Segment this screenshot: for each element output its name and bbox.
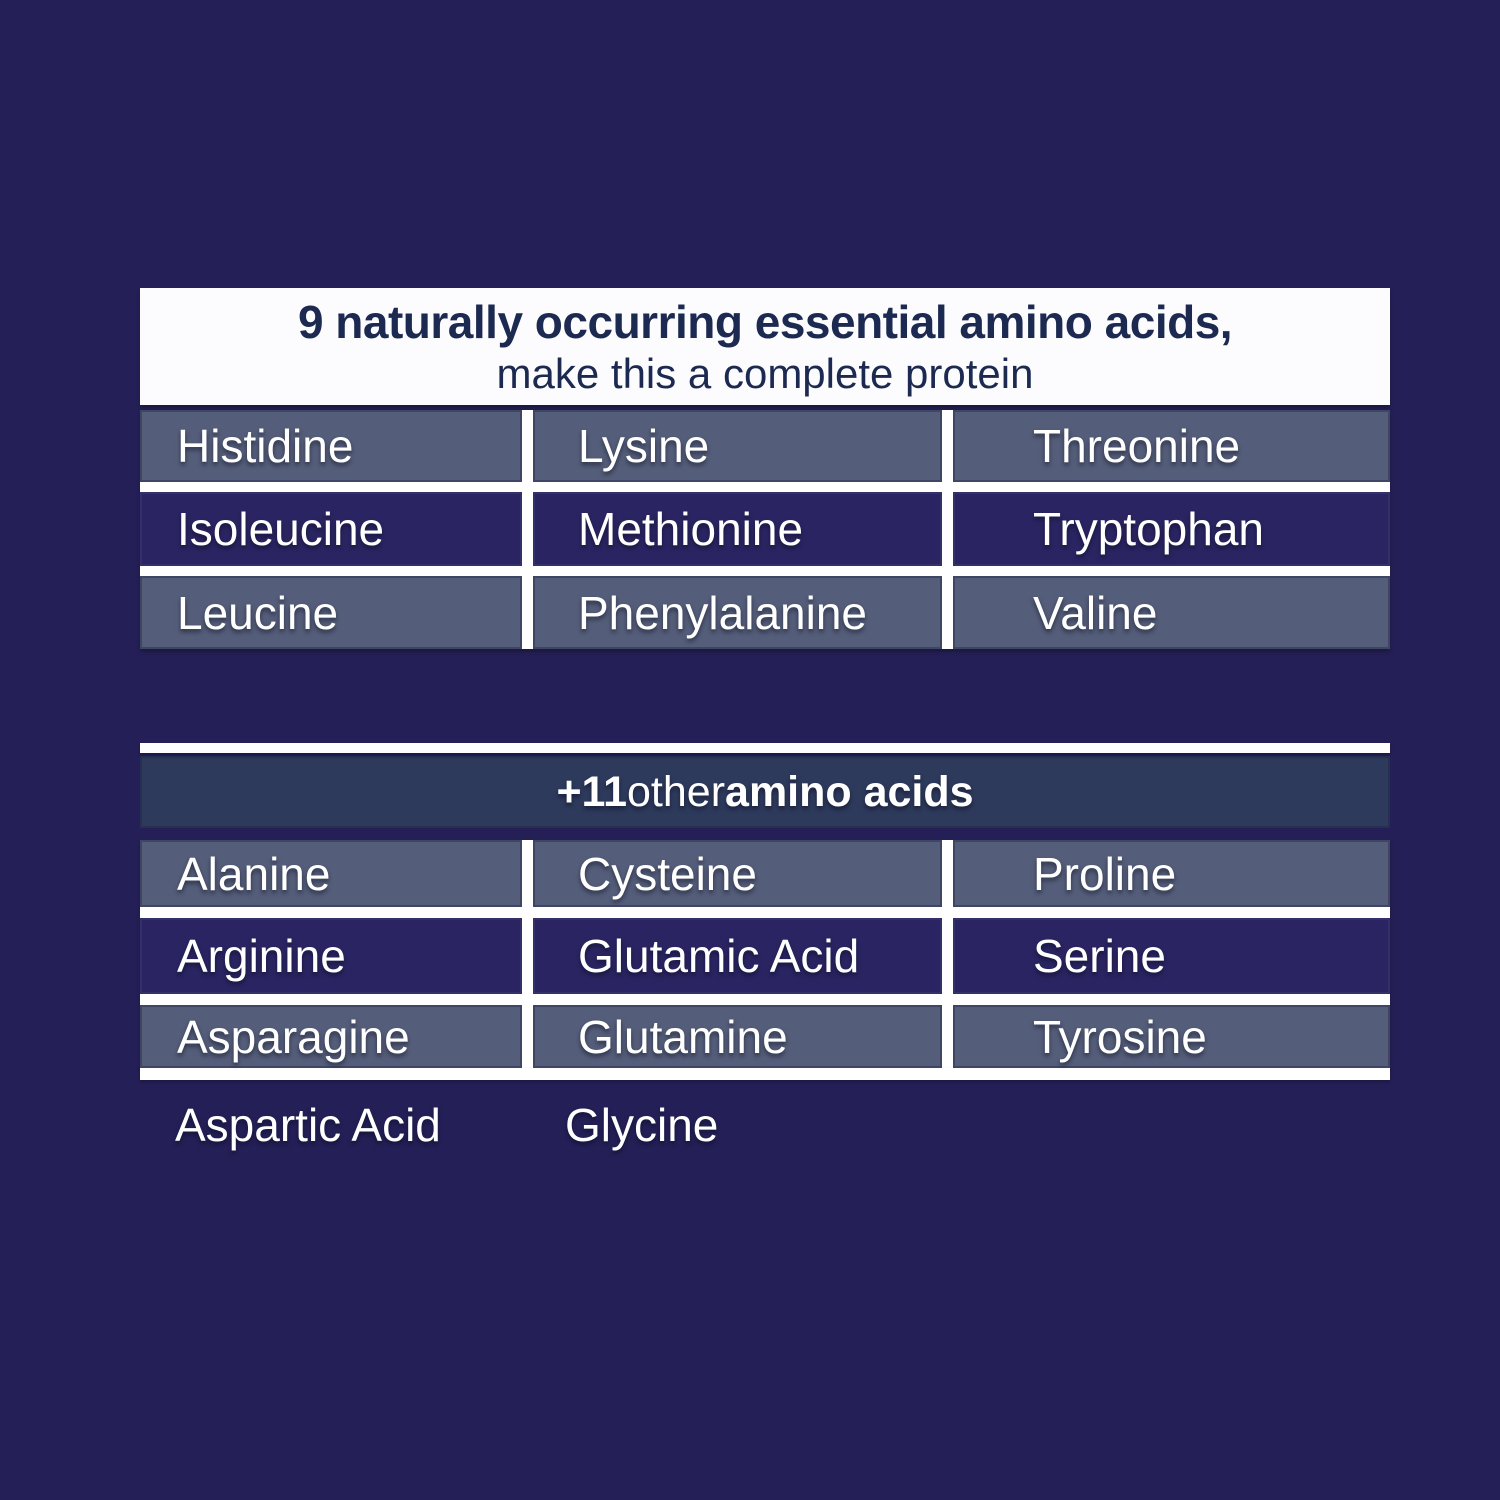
amino-acid-cell: Threonine — [953, 410, 1390, 482]
amino-acid-cell: Cysteine — [533, 840, 942, 907]
divider-bar — [140, 1068, 1390, 1080]
amino-acid-cell: Tyrosine — [953, 1005, 1390, 1068]
amino-acid-cell: Arginine — [140, 918, 522, 994]
amino-acid-cell: Asparagine — [140, 1005, 522, 1068]
amino-acid-cell: Proline — [953, 840, 1390, 907]
amino-acid-cell: Glycine — [565, 1099, 719, 1151]
amino-acid-cell: Isoleucine — [140, 492, 522, 566]
amino-acid-cell: Phenylalanine — [533, 576, 942, 649]
other-table-header — [140, 756, 1390, 828]
divider-bar — [140, 743, 1390, 753]
essential-table-title-bold: 9 naturally occurring essential amino acids, — [297, 295, 1233, 348]
table-row — [140, 918, 1390, 994]
other-table-header-count: +11 — [556, 767, 628, 816]
table-row — [140, 1094, 1390, 1156]
other-table-header-middle: other — [627, 767, 726, 816]
amino-acid-cell: Valine — [953, 576, 1390, 649]
other-table-grid — [140, 840, 1390, 1068]
amino-acid-cell: Aspartic Acid — [175, 1099, 441, 1151]
essential-table-grid — [140, 410, 1390, 649]
amino-acid-cell: Lysine — [533, 410, 942, 482]
table-row — [140, 840, 1390, 907]
amino-acid-cell: Serine — [953, 918, 1390, 994]
amino-acid-cell: Alanine — [140, 840, 522, 907]
essential-table-header — [140, 288, 1390, 405]
amino-acid-cell: Methionine — [533, 492, 942, 566]
amino-acid-cell: Histidine — [140, 410, 522, 482]
amino-acid-cell: Leucine — [140, 576, 522, 649]
other-table-header-acids: amino acids — [725, 767, 974, 816]
essential-amino-acids-table — [140, 288, 1390, 649]
amino-acid-cell: Glutamine — [533, 1005, 942, 1068]
table-row — [140, 1005, 1390, 1068]
table-row — [140, 576, 1390, 649]
table-row — [140, 410, 1390, 482]
amino-acid-cell: Tryptophan — [953, 492, 1390, 566]
amino-acid-cell: Glutamic Acid — [533, 918, 942, 994]
table-row — [140, 492, 1390, 566]
other-amino-acids-table — [140, 743, 1390, 1156]
essential-table-title-regular: make this a complete protein — [496, 349, 1034, 397]
